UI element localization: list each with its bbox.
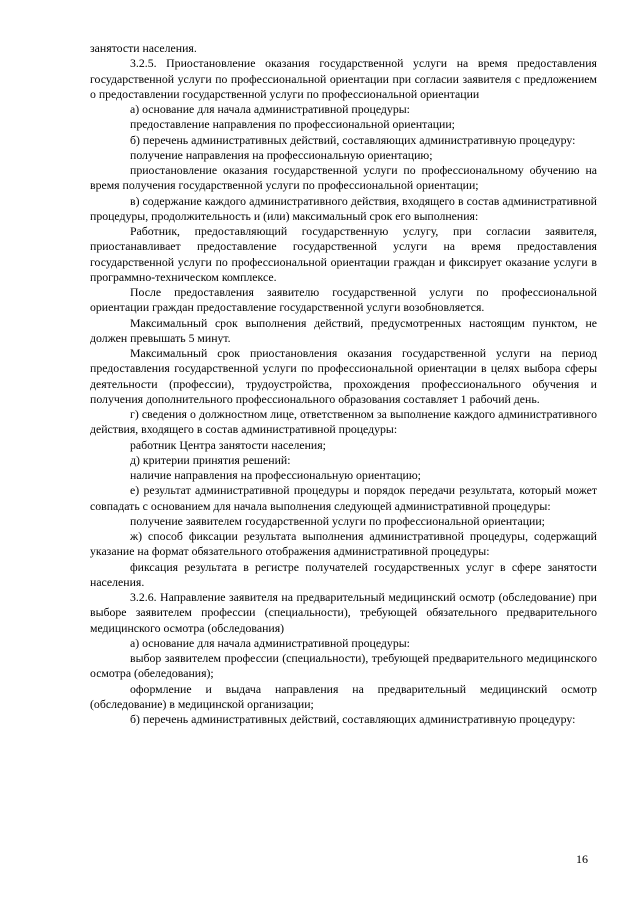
page-number: 16 — [576, 852, 588, 866]
paragraph: предоставление направления по профессиональной ориентации; — [130, 117, 455, 132]
paragraph: приостановление оказания государственной услуги по профессиональному обучению на время получения государственной услуги по профессиональной ориентации; — [90, 163, 597, 193]
paragraph: фиксация результата в регистре получателей государственных услуг в сфере занятости населения. — [90, 559, 597, 589]
paragraph: е) результат административной процедуры и порядок передачи результата, который может совпадать с основанием для начала выполнения следующей административной процедуры: — [90, 483, 597, 513]
paragraph: работник Центра занятости населения; — [130, 437, 326, 452]
paragraph: Максимальный срок выполнения действий, предусмотренных настоящим пунктом, не должен превышать 5 минут. — [90, 315, 597, 345]
paragraph: получение направления на профессиональную ориентацию; — [130, 147, 433, 162]
paragraph: б) перечень административных действий, составляющих административную процедуру: — [130, 712, 576, 726]
document-body — [90, 41, 597, 727]
paragraph: д) критерии принятия решений: — [130, 452, 291, 467]
paragraph: в) содержание каждого административного действия, входящего в состав административной процедуры, продолжительность и (или) максимальный срок его выполнения: — [90, 193, 597, 223]
paragraph: а) основание для начала административной процедуры: — [130, 635, 410, 650]
paragraph: Максимальный срок приостановления оказания государственной услуги на период предоставления государственной услуги по профессиональной ориентации в целях выбора сферы деятельности (профессии), трудоустройства, прохождения профессионального обучения и получения дополнительного профессионального образования составляет 1 рабочий день. — [90, 346, 597, 406]
paragraph: После предоставления заявителю государственной услуги по профессиональной ориентации граждан предоставление государственной услуги возобновляется. — [90, 285, 597, 315]
paragraph: оформление и выдача направления на предварительный медицинский осмотр (обследование) в медицинской организации; — [90, 681, 597, 711]
paragraph: занятости населения. — [90, 41, 197, 55]
paragraph: б) перечень административных действий, составляющих административную процедуру: — [130, 132, 576, 147]
paragraph: 3.2.6. Направление заявителя на предварительный медицинский осмотр (обследование) при выборе заявителем профессии (специальности), требующей обязательного предварительного медицинского осмотра (обследования) — [90, 590, 597, 635]
paragraph: получение заявителем государственной услуги по профессиональной ориентации; — [130, 513, 545, 528]
paragraph: а) основание для начала административной процедуры: — [130, 102, 410, 116]
paragraph: наличие направления на профессиональную ориентацию; — [130, 468, 421, 482]
paragraph: 3.2.5. Приостановление оказания государственной услуги на время предоставления государственной услуги по профессиональной ориентации при согласии заявителя с предложением о предоставлении государственной услуги по профессиональной ориентации — [90, 56, 597, 101]
paragraph: ж) способ фиксации результата выполнения административной процедуры, содержащий указание на формат обязательного отображения административной процедуры: — [90, 529, 597, 559]
paragraph: г) сведения о должностном лице, ответственном за выполнение каждого административного действия, входящего в состав административной процедуры: — [90, 407, 597, 437]
paragraph: выбор заявителем профессии (специальности), требующей предварительного медицинского осмотра (обеледования); — [90, 651, 597, 681]
paragraph: Работник, предоставляющий государственную услугу, при согласии заявителя, приостанавливает предоставление государственной услуги на время предоставления государственной услуги по профессиональной ориентации граждан и фиксирует оказание услуги в программно-техническом комплексе. — [90, 224, 597, 284]
